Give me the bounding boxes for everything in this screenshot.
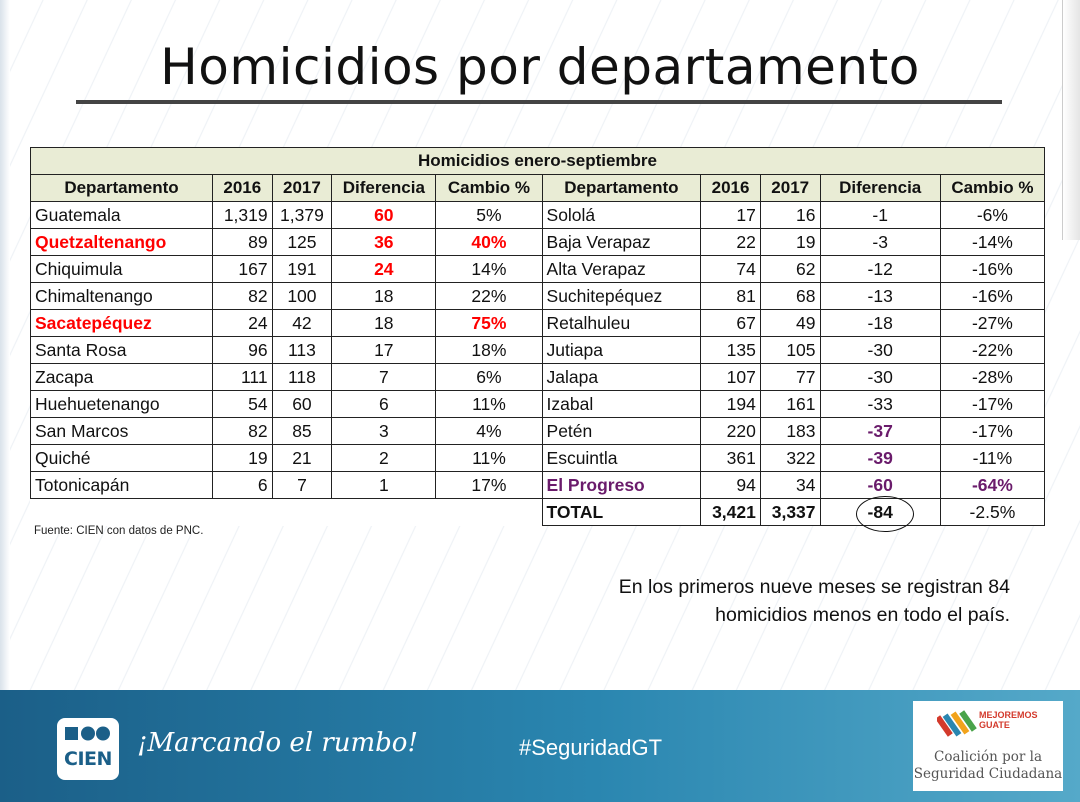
cell-diferencia: 3 [332,418,436,445]
cell-2017: 21 [272,445,332,472]
header-diferencia-left: Diferencia [332,175,436,202]
cell-2017: 34 [760,472,820,499]
cell-cambio: -17% [940,391,1044,418]
header-2016-right: 2016 [701,175,761,202]
cell-2017: 62 [760,256,820,283]
cell-cambio: -17% [940,418,1044,445]
cell-departamento: San Marcos [31,418,213,445]
table-body [31,202,1045,526]
cell-2016: 361 [701,445,761,472]
cell-cambio: -28% [940,364,1044,391]
cell-departamento: Huehuetenango [31,391,213,418]
cell-cambio: 6% [436,364,542,391]
cell-diferencia: 6 [332,391,436,418]
cell-2016: 1,319 [212,202,272,229]
cell-2017: 7 [272,472,332,499]
header-cambio-left: Cambio % [436,175,542,202]
cell-cambio: -22% [940,337,1044,364]
cell-departamento: Guatemala [31,202,213,229]
cell-diferencia: -3 [820,229,940,256]
header-cambio-right: Cambio % [940,175,1044,202]
header-2017-left: 2017 [272,175,332,202]
header-departamento-right: Departamento [542,175,701,202]
total-2016: 3,421 [701,499,761,526]
cell-cambio: 40% [436,229,542,256]
cell-2017: 183 [760,418,820,445]
cell-diferencia: -30 [820,364,940,391]
table-row [31,310,1045,337]
cell-cambio: -6% [940,202,1044,229]
cell-departamento: Jutiapa [542,337,701,364]
table-row [31,364,1045,391]
cell-2016: 94 [701,472,761,499]
total-2017: 3,337 [760,499,820,526]
cell-2017: 118 [272,364,332,391]
cell-cambio: -64% [940,472,1044,499]
cell-diferencia: -1 [820,202,940,229]
slide-title: Homicidios por departamento [160,38,920,96]
cell-diferencia: -60 [820,472,940,499]
header-departamento-left: Departamento [31,175,213,202]
mejoremos-guate-text: MEJOREMOS GUATE [979,710,1038,730]
cell-2017: 19 [760,229,820,256]
cell-diferencia: -30 [820,337,940,364]
cell-cambio: 5% [436,202,542,229]
table-total-row [31,499,1045,526]
cell-2017: 42 [272,310,332,337]
cell-2017: 49 [760,310,820,337]
cell-2017: 77 [760,364,820,391]
cell-diferencia: -18 [820,310,940,337]
cell-2017: 105 [760,337,820,364]
cell-2016: 17 [701,202,761,229]
cell-2016: 54 [212,391,272,418]
cell-cambio: -14% [940,229,1044,256]
cell-departamento: Santa Rosa [31,337,213,364]
cell-2016: 135 [701,337,761,364]
cell-cambio: 17% [436,472,542,499]
header-diferencia-right: Diferencia [820,175,940,202]
homicides-table [30,147,1045,526]
cell-2016: 74 [701,256,761,283]
cell-departamento: Alta Verapaz [542,256,701,283]
mejoremos-guate-icon [937,707,977,741]
cell-diferencia: 60 [332,202,436,229]
table-row [31,418,1045,445]
table-row [31,283,1045,310]
cell-cambio: 14% [436,256,542,283]
cell-2016: 67 [701,310,761,337]
cell-departamento: Baja Verapaz [542,229,701,256]
cell-cambio: -11% [940,445,1044,472]
cell-diferencia: 2 [332,445,436,472]
total-label: TOTAL [542,499,701,526]
cell-cambio: 22% [436,283,542,310]
cell-departamento: Chiquimula [31,256,213,283]
cell-diferencia: -39 [820,445,940,472]
cell-departamento: Izabal [542,391,701,418]
summary-line-1: En los primeros nueve meses se registran 84 [618,576,1010,598]
cell-2017: 113 [272,337,332,364]
cell-2016: 6 [212,472,272,499]
partner-name: Coalición por la Seguridad Ciudadana [913,749,1063,782]
cell-cambio: -16% [940,256,1044,283]
cell-departamento: Quiché [31,445,213,472]
partner-logo [913,701,1063,791]
cell-diferencia: -12 [820,256,940,283]
cell-diferencia: 18 [332,310,436,337]
cell-departamento: Retalhuleu [542,310,701,337]
cell-departamento: Chimaltenango [31,283,213,310]
cell-2017: 60 [272,391,332,418]
table-row [31,229,1045,256]
cell-departamento: El Progreso [542,472,701,499]
cell-diferencia: 7 [332,364,436,391]
cell-cambio: -16% [940,283,1044,310]
table-caption: Homicidios enero-septiembre [31,148,1045,175]
table-row [31,337,1045,364]
cell-diferencia: 24 [332,256,436,283]
cell-cambio: 75% [436,310,542,337]
cien-logo-text: CIEN [64,748,112,770]
total-diferencia [820,499,940,526]
cell-2016: 24 [212,310,272,337]
table-row [31,445,1045,472]
cell-2017: 161 [760,391,820,418]
cell-diferencia: 18 [332,283,436,310]
cell-diferencia: 17 [332,337,436,364]
cell-departamento: Sololá [542,202,701,229]
slide-left-edge [0,0,10,690]
cell-2017: 100 [272,283,332,310]
header-2016-left: 2016 [212,175,272,202]
table-row [31,391,1045,418]
cell-2016: 89 [212,229,272,256]
cell-departamento: Escuintla [542,445,701,472]
title-underline [76,100,1002,104]
slogan: ¡Marcando el rumbo! [137,728,418,758]
summary-line-2: homicidios menos en todo el país. [715,604,1010,626]
cell-diferencia: -13 [820,283,940,310]
window-edge [1062,0,1080,240]
cell-departamento: Jalapa [542,364,701,391]
cell-departamento: Petén [542,418,701,445]
cell-diferencia: -33 [820,391,940,418]
cell-2017: 16 [760,202,820,229]
cell-departamento: Suchitepéquez [542,283,701,310]
cell-2017: 68 [760,283,820,310]
summary-note [550,573,1010,629]
cell-2016: 194 [701,391,761,418]
cell-2016: 111 [212,364,272,391]
cell-2016: 22 [701,229,761,256]
cell-2016: 96 [212,337,272,364]
hashtag: #SeguridadGT [519,735,663,760]
cell-diferencia: 1 [332,472,436,499]
cell-2016: 107 [701,364,761,391]
table-row [31,256,1045,283]
cell-departamento: Zacapa [31,364,213,391]
cell-2016: 82 [212,418,272,445]
cell-diferencia: 36 [332,229,436,256]
table-row [31,472,1045,499]
cell-cambio: 4% [436,418,542,445]
cell-2017: 191 [272,256,332,283]
cell-cambio: 11% [436,445,542,472]
cell-cambio: 11% [436,391,542,418]
source-note: Fuente: CIEN con datos de PNC. [34,525,204,537]
total-spacer [31,499,543,526]
total-cambio: -2.5% [940,499,1044,526]
cell-2016: 167 [212,256,272,283]
cell-2017: 322 [760,445,820,472]
cell-diferencia: -37 [820,418,940,445]
table-row [31,202,1045,229]
cell-2017: 1,379 [272,202,332,229]
cell-2017: 125 [272,229,332,256]
cell-2016: 81 [701,283,761,310]
cell-2016: 220 [701,418,761,445]
cell-departamento: Totonicapán [31,472,213,499]
cell-2016: 19 [212,445,272,472]
cell-2016: 82 [212,283,272,310]
cell-2017: 85 [272,418,332,445]
header-2017-right: 2017 [760,175,820,202]
cell-cambio: 18% [436,337,542,364]
cell-departamento: Quetzaltenango [31,229,213,256]
cell-departamento: Sacatepéquez [31,310,213,337]
total-diferencia-circled: -84 [867,501,893,522]
cell-cambio: -27% [940,310,1044,337]
